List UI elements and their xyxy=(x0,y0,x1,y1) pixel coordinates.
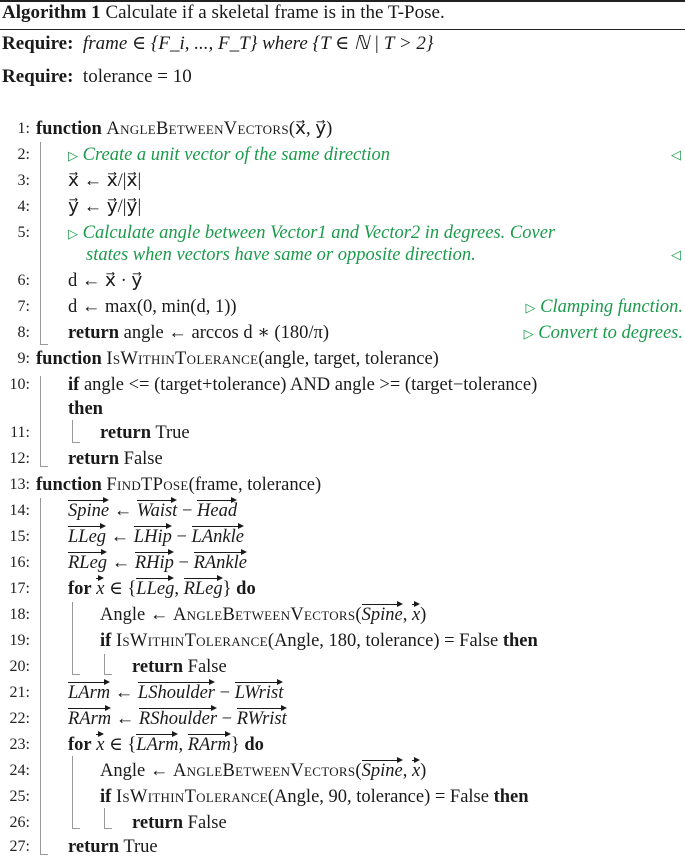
algorithm-caption xyxy=(2,2,445,24)
keyword: return xyxy=(68,837,120,857)
require-keyword: Require: xyxy=(2,66,74,87)
line-number: 23: xyxy=(9,736,30,753)
keyword: for xyxy=(68,735,92,755)
caption-rule xyxy=(0,29,685,30)
vector: RArm xyxy=(188,732,231,758)
line-number: 16: xyxy=(9,554,30,571)
comment-triangle-icon: ▷ xyxy=(525,300,536,315)
line-number: 17: xyxy=(9,580,30,597)
block-guide-end xyxy=(104,828,112,829)
procedure-args: (Angle, 90, tolerance) = False xyxy=(267,787,489,807)
keyword: function xyxy=(36,119,102,139)
procedure-name: AngleBetweenVectors xyxy=(172,605,356,625)
keyword: return xyxy=(68,449,120,469)
vector: Waist xyxy=(137,498,177,524)
algorithm-line xyxy=(0,294,685,320)
vector: RLeg xyxy=(184,576,223,602)
line-number: 9: xyxy=(17,350,30,367)
statement xyxy=(68,446,163,472)
line-number: 8: xyxy=(17,324,30,341)
assignment: Angle ← xyxy=(100,761,169,781)
line-number: 25: xyxy=(9,788,30,805)
require-keyword: Require: xyxy=(2,33,74,54)
keyword: return xyxy=(132,813,184,833)
condition-text: angle <= (target+tolerance) AND angle >= (target−tolerance) xyxy=(83,375,538,395)
statement: d ← max(0, min(d, 1)) xyxy=(68,297,237,317)
keyword: return xyxy=(68,323,120,343)
procedure-args: (frame, tolerance) xyxy=(188,475,322,495)
vector-x: x xyxy=(96,576,104,602)
statement xyxy=(68,320,329,346)
keyword: if xyxy=(100,787,112,807)
line-number: 4: xyxy=(17,198,30,215)
statement: y⃗ ← y⃗/|y⃗| xyxy=(68,197,142,217)
vector: LAnkle xyxy=(192,524,244,550)
vector-x: x xyxy=(412,758,420,784)
block-guide xyxy=(72,420,73,442)
line-number: 22: xyxy=(9,710,30,727)
procedure-name: FindTPose xyxy=(106,475,189,495)
procedure-args: (angle, target, tolerance) xyxy=(258,349,439,369)
block-guide xyxy=(40,498,41,854)
vector: Spine xyxy=(362,602,403,628)
statement-text: True xyxy=(123,837,158,857)
require-line-2 xyxy=(2,66,192,88)
require-line-1 xyxy=(2,32,434,55)
statement: Spine ← Waist − Head xyxy=(68,498,237,524)
procedure-name: IsWithinTolerance xyxy=(115,631,268,651)
require-frame-condition: frame ∈ {F_i, ..., F_T} where {T ∈ ℕ | T > 2} xyxy=(82,33,434,54)
keyword: do xyxy=(236,579,256,599)
procedure-name: IsWithinTolerance xyxy=(115,787,268,807)
statement: x⃗ ← x⃗/|x⃗| xyxy=(68,171,142,191)
keyword: function xyxy=(36,475,102,495)
block-guide-end xyxy=(40,466,48,467)
line-number: 14: xyxy=(9,502,30,519)
vector: RHip xyxy=(135,550,174,576)
line-number: 21: xyxy=(9,684,30,701)
comment-triangle-icon: ▷ xyxy=(68,148,78,163)
line-number: 19: xyxy=(9,632,30,649)
keyword: if xyxy=(100,631,112,651)
statement: for x ∈ {LArm, RArm} do xyxy=(68,732,264,758)
statement: RArm ← RShoulder − RWrist xyxy=(68,706,287,732)
statement: LArm ← LShoulder − LWrist xyxy=(68,680,283,706)
comment xyxy=(526,294,684,321)
comment-text: states when vectors have same or opposite direction. xyxy=(86,245,476,265)
block-guide-end xyxy=(72,828,80,829)
keyword: then xyxy=(502,631,538,651)
require-tolerance: tolerance = 10 xyxy=(82,66,192,87)
comment xyxy=(524,320,683,347)
block-guide-end xyxy=(72,674,80,675)
line-content xyxy=(36,472,321,498)
block-guide-end xyxy=(40,854,48,855)
vector: RAnkle xyxy=(194,550,247,576)
statement xyxy=(132,810,227,836)
vector: LLeg xyxy=(136,576,174,602)
statement: RLeg ← RHip − RAnkle xyxy=(68,550,247,576)
statement: d ← x⃗ · y⃗ xyxy=(68,271,143,291)
line-number: 24: xyxy=(9,762,30,779)
procedure-args: (x⃗, y⃗) xyxy=(288,119,333,139)
vector-x: x xyxy=(412,602,420,628)
statement-text: angle ← arccos d ∗ (180/π) xyxy=(123,323,329,343)
keyword: do xyxy=(244,735,264,755)
algorithm-label: Algorithm 1 xyxy=(2,2,101,23)
statement-text: False xyxy=(187,813,227,833)
comment-triangle-icon: ▷ xyxy=(523,326,534,341)
line-content xyxy=(36,116,332,142)
line-number: 11: xyxy=(10,424,30,441)
block-guide xyxy=(104,808,105,828)
vector: Spine xyxy=(68,498,109,524)
keyword: if xyxy=(68,375,80,395)
line-number: 5: xyxy=(17,224,30,241)
vector: LWrist xyxy=(235,680,284,706)
statement: for x ∈ {LLeg, RLeg} do xyxy=(68,576,256,602)
block-guide-end xyxy=(72,442,80,443)
statement-text: True xyxy=(155,423,190,443)
line-number: 2: xyxy=(17,146,30,163)
statement xyxy=(100,628,538,654)
line-number: 12: xyxy=(9,450,30,467)
procedure-name: AngleBetweenVectors xyxy=(106,119,289,139)
block-guide xyxy=(72,602,73,674)
vector: RLeg xyxy=(68,550,107,576)
statement xyxy=(100,420,190,446)
comment-text: Calculate angle between Vector1 and Vector2 in degrees. Cover xyxy=(82,223,556,243)
procedure-args: (Angle, 180, tolerance) = False xyxy=(267,631,499,651)
assignment: Angle ← xyxy=(100,605,169,625)
comment xyxy=(68,142,390,169)
line-number: 13: xyxy=(9,476,30,493)
vector: LArm xyxy=(68,680,110,706)
statement xyxy=(132,654,227,680)
keyword: for xyxy=(68,579,92,599)
block-guide xyxy=(72,756,73,828)
comment-text: Convert to degrees. xyxy=(538,323,683,343)
vector: Head xyxy=(197,498,237,524)
line-number: 3: xyxy=(17,172,30,189)
statement: Angle ← AngleBetweenVectors(Spine, x) xyxy=(100,758,426,784)
keyword: function xyxy=(36,349,102,369)
statement: Angle ← AngleBetweenVectors(Spine, x) xyxy=(100,602,426,628)
line-number: 1: xyxy=(17,120,30,137)
block-guide xyxy=(104,654,105,674)
block-guide-end xyxy=(104,674,112,675)
line-number: 20: xyxy=(9,658,30,675)
line-number: 18: xyxy=(9,606,30,623)
line-number: 27: xyxy=(9,838,30,855)
algorithm-line xyxy=(0,372,685,398)
algorithm-title: Calculate if a skeletal frame is in the T-Pose. xyxy=(105,2,445,23)
comment-triangle-icon: ▷ xyxy=(68,226,78,241)
line-content xyxy=(36,346,439,372)
vector: LLeg xyxy=(68,524,106,550)
statement-text: False xyxy=(187,657,227,677)
statement xyxy=(68,372,537,398)
vector: LArm xyxy=(136,732,178,758)
line-number: 7: xyxy=(17,298,30,315)
algorithm-line xyxy=(0,320,685,346)
line-number: 26: xyxy=(9,814,30,831)
keyword: then xyxy=(493,787,529,807)
procedure-name: AngleBetweenVectors xyxy=(172,761,356,781)
statement: LLeg ← LHip − LAnkle xyxy=(68,524,244,550)
comment-text: Clamping function. xyxy=(540,297,683,317)
keyword: return xyxy=(100,423,152,443)
algorithm-line-continuation xyxy=(0,242,685,268)
comment-text: Create a unit vector of the same direction xyxy=(82,145,391,165)
line-number: 10: xyxy=(9,376,30,393)
vector: Spine xyxy=(362,758,403,784)
statement-text: False xyxy=(123,449,163,469)
comment-end-triangle-icon: ◁ xyxy=(671,147,681,162)
vector: RArm xyxy=(68,706,111,732)
statement xyxy=(100,784,529,810)
vector: LShoulder xyxy=(138,680,215,706)
line-number: 15: xyxy=(9,528,30,545)
vector: RWrist xyxy=(237,706,287,732)
line-number: 6: xyxy=(17,272,30,289)
vector: LHip xyxy=(134,524,172,550)
vector-x: x xyxy=(96,732,104,758)
algorithm-line xyxy=(0,116,685,142)
keyword: return xyxy=(132,657,184,677)
algorithm-line xyxy=(0,142,685,168)
vector: RShoulder xyxy=(139,706,217,732)
statement xyxy=(68,834,158,860)
keyword: then xyxy=(68,399,103,419)
procedure-name: IsWithinTolerance xyxy=(106,349,259,369)
comment-end-triangle-icon: ◁ xyxy=(671,247,681,262)
